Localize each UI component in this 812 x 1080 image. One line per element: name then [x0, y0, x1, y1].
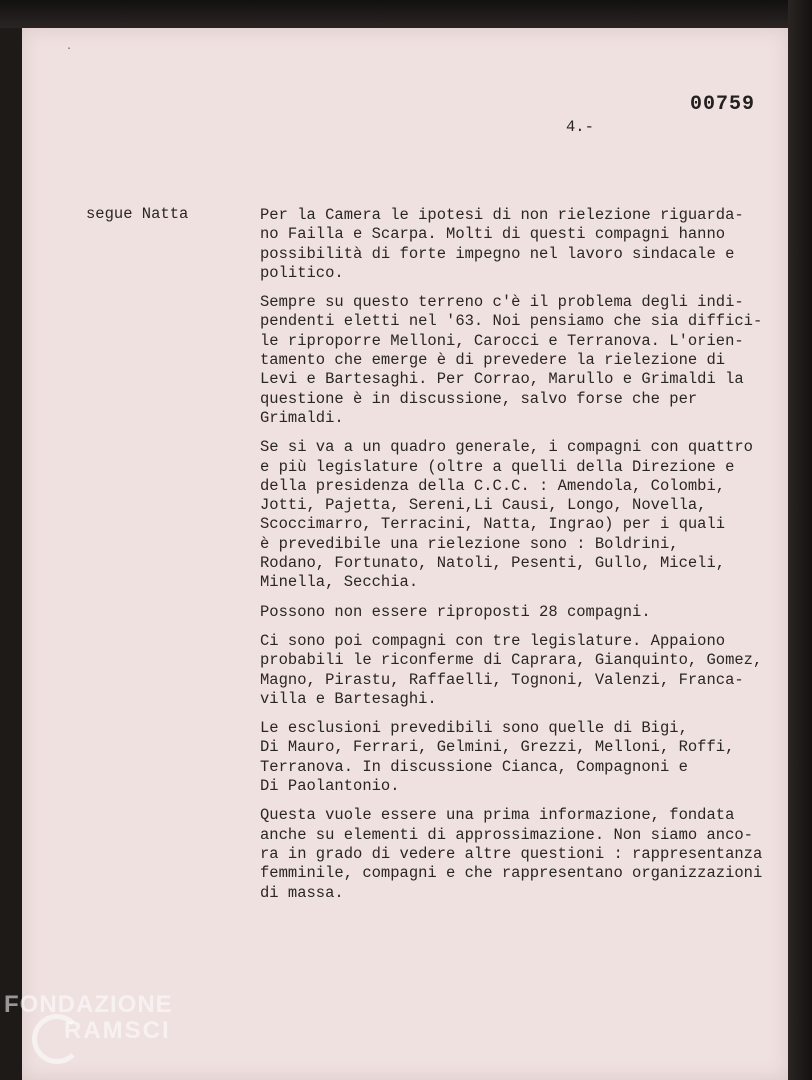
document-body	[260, 206, 780, 913]
scan-top-border	[0, 0, 812, 28]
paragraph-1: Per la Camera le ipotesi di non rielezione riguarda- no Failla e Scarpa. Molti di questi compagni hanno possibilità di forte impegno nel lavoro sindacale e politico.	[260, 206, 744, 282]
watermark-g-icon	[32, 1014, 82, 1064]
paragraph-2: Sempre su questo terreno c'è il problema degli indi- pendenti eletti nel '63. Noi pensiamo che sia diffici- le riproporre Melloni, Carocci e Terranova. L'orien- tamento che emerge è di prevedere la rielezione di Levi e Bartesaghi. Per Corrao, Marullo e Grimaldi la questione è in discussione, salvo forse che per Grimaldi.	[260, 293, 763, 427]
watermark-line-2-text: RAMSCI	[64, 1017, 171, 1044]
document-number: 00759	[690, 93, 756, 116]
scan-right-border	[788, 0, 812, 1080]
paragraph-5: Ci sono poi compagni con tre legislature. Appaiono probabili le riconferme di Caprara, Gianquinto, Gomez, Magno, Pirastu, Raffaelli, Tognoni, Valenzi, Franca- villa e Bartesaghi.	[260, 631, 763, 708]
paragraph-4: Possono non essere riproposti 28 compagni.	[260, 602, 651, 621]
paragraph-3: Se si va a un quadro generale, i compagni con quattro e più legislature (oltre a quelli della Direzione e della presidenza della C.C.C. : Amendola, Colombi, Jotti, Pajetta, Sereni,Li Causi, Longo, Novella, Scoccimarro, Terracini, Natta, Ingrao) per i quali è prevedibile una rielezione sono : Boldrini, Rodano, Fortunato, Natoli, Pesenti, Gullo, Miceli, Minella, Secchia.	[260, 438, 753, 592]
watermark-line-1: FONDAZIONE	[4, 991, 173, 1018]
watermark-logo	[4, 992, 173, 1044]
scan-speck: ·	[66, 44, 73, 55]
speaker-label: segue Natta	[86, 205, 189, 223]
page-number: 4.-	[566, 118, 594, 136]
paragraph-7: Questa vuole essere una prima informazione, fondata anche su elementi di approssimazione. Non siamo anco- ra in grado di vedere altre questioni : rappresentanza femminile, compagni e che rappresentano organizzazioni di massa.	[260, 806, 763, 902]
watermark-line-2	[4, 1018, 173, 1044]
paragraph-6: Le esclusioni prevedibili sono quelle di Bigi, Di Mauro, Ferrari, Gelmini, Grezzi, Melloni, Roffi, Terranova. In discussione Cianca, Compagnoni e Di Paolantonio.	[260, 719, 735, 796]
